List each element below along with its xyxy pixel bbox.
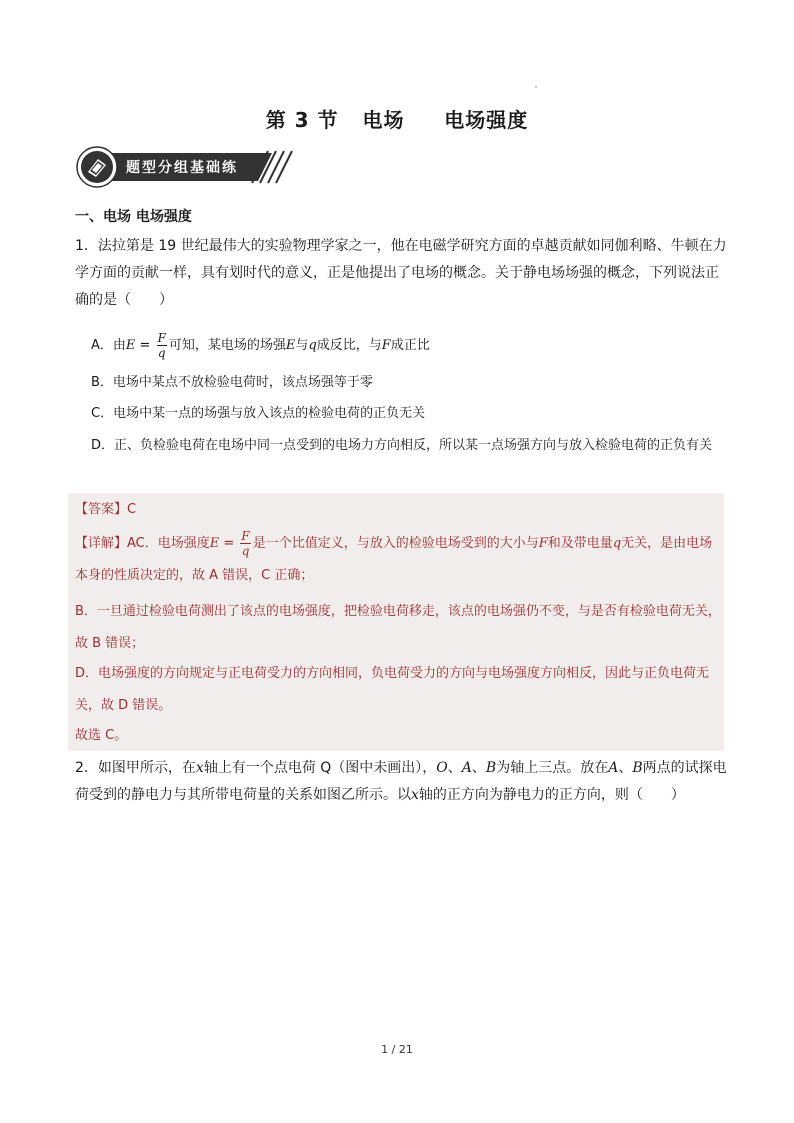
var-f: F: [381, 338, 391, 353]
q2-var-b: B: [485, 760, 497, 776]
detail-text-1: 是一个比值定义，与放入的检验电场受到的大小与: [252, 536, 539, 551]
title-topic-a: 电场: [362, 108, 405, 132]
detail-formula-e: E: [209, 536, 220, 551]
detail-formula-eq: =: [219, 536, 239, 551]
banner-label: 题型分组基础练: [126, 160, 238, 176]
answer-final: 故选 C。: [75, 728, 128, 743]
fraction-numerator: F: [157, 331, 166, 345]
formula-e: E: [125, 338, 136, 353]
answer-label: 【答案】C: [75, 502, 137, 517]
q2-text-5: 为轴上三点。放在: [496, 760, 609, 776]
fraction-denominator: q: [157, 346, 166, 360]
q2-text-2: 轴上有一个点电荷 Q（图中未画出），: [203, 760, 437, 776]
q2-var-o: O: [436, 760, 448, 776]
option-a-text-4: 成正比: [390, 338, 430, 353]
question-1-option-c: C．电场中某一点的场强与放入该点的检验电荷的正负无关: [91, 406, 426, 421]
detail-prefix: 【详解】AC．电场强度: [75, 536, 210, 551]
var-e: E: [285, 338, 296, 353]
q2-text-7: 两点的试探电荷受到的静电力与其所带电荷量的关系如图乙所示。以: [75, 760, 727, 803]
detail-fraction: [240, 529, 250, 558]
detail-var-q: q: [612, 536, 622, 551]
question-1-option-a: [91, 331, 727, 361]
option-a-text-2: 与: [295, 338, 309, 353]
q2-text-6: 、: [618, 760, 633, 776]
detail-text-3: 无关，是由电场本身的性质决定的，故 A 错误，C 正确；: [75, 536, 713, 583]
q2-var-b2: B: [632, 760, 643, 776]
scan-dot: [535, 86, 537, 88]
section-heading: 一、电场 电场强度: [75, 209, 192, 225]
q2-var-x2: x: [411, 787, 419, 803]
question-1-stem: 1．法拉第是 19 世纪最伟大的实验物理学家之一，他在电磁学研究方面的卓越贡献如同伽利略、牛顿在力学方面的贡献一样，具有划时代的意义，正是他提出了电场的概念。关于静电场场强的概念，下列说法正确的是（ ）: [75, 238, 727, 308]
option-a-prefix: A．由: [91, 338, 126, 353]
fraction-f-over-q: [157, 331, 167, 360]
detail-fraction-numerator: F: [241, 529, 250, 543]
question-1-option-d: D．正、负检验电荷在电场中同一点受到的电场力方向相反，所以某一点场强方向与放入检验电荷的正负有关: [91, 438, 713, 453]
section-banner: [76, 146, 296, 188]
page-number: 1 / 21: [381, 1043, 413, 1056]
question-2-stem: [75, 755, 727, 809]
question-1-option-b: B．电场中某点不放检验电荷时，该点场强等于零: [91, 375, 373, 390]
q2-text-1: 2．如图甲所示，在: [75, 760, 196, 776]
page-title: [0, 104, 794, 133]
q2-text-4: 、: [471, 760, 486, 776]
formula-eq: =: [135, 338, 155, 353]
option-a-text-1: 可知，某电场的场强: [168, 338, 286, 353]
answer-detail-ac: [75, 528, 723, 592]
detail-fraction-denominator: q: [241, 544, 250, 558]
answer-detail-d: D．电场强度的方向规定与正电荷受力的方向相同，负电荷受力的方向与电场强度方向相反，因此与正负电荷无关，故 D 错误。: [75, 666, 710, 713]
var-q: q: [308, 338, 317, 353]
q2-text-3: 、: [447, 760, 462, 776]
q2-var-x: x: [195, 760, 204, 776]
q2-var-a2: A: [608, 760, 619, 776]
option-a-text-3: 成反比，与: [316, 338, 382, 353]
q2-text-8: 轴的正方向为静电力的正方向，则（ ）: [418, 787, 685, 803]
detail-var-f: F: [538, 536, 548, 551]
title-topic-b: 电场强度: [444, 108, 529, 132]
q2-var-a: A: [461, 760, 472, 776]
detail-text-2: 和及带电量: [547, 536, 613, 551]
answer-detail-b: B．一旦通过检验电荷测出了该点的电场强度，把检验电荷移走，该点的电场强仍不变，与是否有检验电荷无关，故 B 错误；: [75, 604, 721, 651]
title-section-number: 第 3 节: [265, 108, 339, 132]
